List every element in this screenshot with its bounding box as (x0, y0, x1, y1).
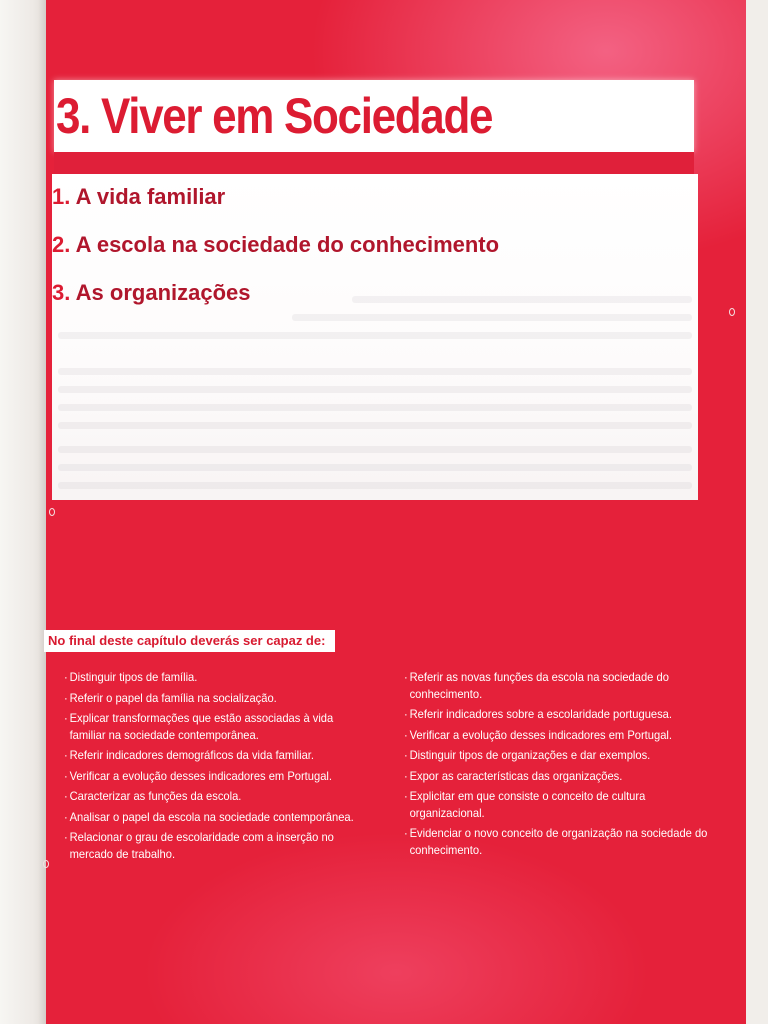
show-through-line (58, 482, 692, 489)
section-title: A vida familiar (75, 184, 226, 209)
objective-item: · Verificar a evolução desses indicadores em Portugal. (64, 768, 369, 785)
section-title: A escola na sociedade do conhecimento (75, 232, 500, 257)
chapter-title: 3. Viver em Sociedade (56, 88, 493, 144)
objective-item: · Evidenciar o novo conceito de organização na sociedade do conhecimento. (404, 825, 709, 858)
objective-item: · Caracterizar as funções da escola. (64, 788, 369, 805)
objective-item: · Explicar transformações que estão associadas à vida familiar na sociedade contemporânea. (64, 710, 369, 743)
objective-item: · Referir o papel da família na socialização. (64, 690, 369, 707)
objectives-right-column (404, 669, 708, 862)
show-through-line (58, 386, 692, 393)
show-through-line (58, 446, 692, 453)
section-list-panel (52, 174, 698, 500)
section-title: As organizações (75, 280, 251, 305)
show-through-line (58, 404, 692, 411)
section-item-2 (52, 232, 499, 280)
objective-item: · Analisar o papel da escola na sociedade contemporânea. (64, 809, 369, 826)
objective-item: · Referir indicadores demográficos da vida familiar. (64, 747, 369, 764)
objective-item: · Expor as características das organizações. (404, 768, 709, 785)
objective-item: · Distinguir tipos de organizações e dar exemplos. (404, 747, 709, 764)
show-through-line (58, 464, 692, 471)
chapter-title-bar (54, 80, 694, 152)
objective-item: · Distinguir tipos de família. (64, 669, 369, 686)
section-item-3 (52, 280, 499, 328)
objective-item: · Explicitar em que consiste o conceito de cultura organizacional. (404, 788, 709, 821)
objective-item: · Verificar a evolução desses indicadores em Portugal. (404, 727, 709, 744)
section-number: 3. (52, 280, 71, 305)
show-through-line (58, 368, 692, 375)
show-through-line (58, 422, 692, 429)
binding-hole-mark (49, 508, 55, 516)
binding-hole-mark (43, 860, 49, 868)
title-red-stripe (54, 152, 694, 174)
section-number: 2. (52, 232, 71, 257)
show-through-line (58, 332, 692, 339)
objective-item: · Relacionar o grau de escolaridade com a inserção no mercado de trabalho. (64, 829, 369, 862)
section-list (52, 184, 499, 328)
objective-item: · Referir indicadores sobre a escolaridade portuguesa. (404, 706, 709, 723)
section-number: 1. (52, 184, 71, 209)
objectives-heading: No final deste capítulo deverás ser capaz de: (44, 630, 335, 652)
right-page-margin (746, 0, 768, 1024)
binding-hole-mark (729, 308, 735, 316)
objectives-left-column (64, 669, 364, 866)
objective-item: · Referir as novas funções da escola na sociedade do conhecimento. (404, 669, 709, 702)
section-item-1 (52, 184, 499, 232)
